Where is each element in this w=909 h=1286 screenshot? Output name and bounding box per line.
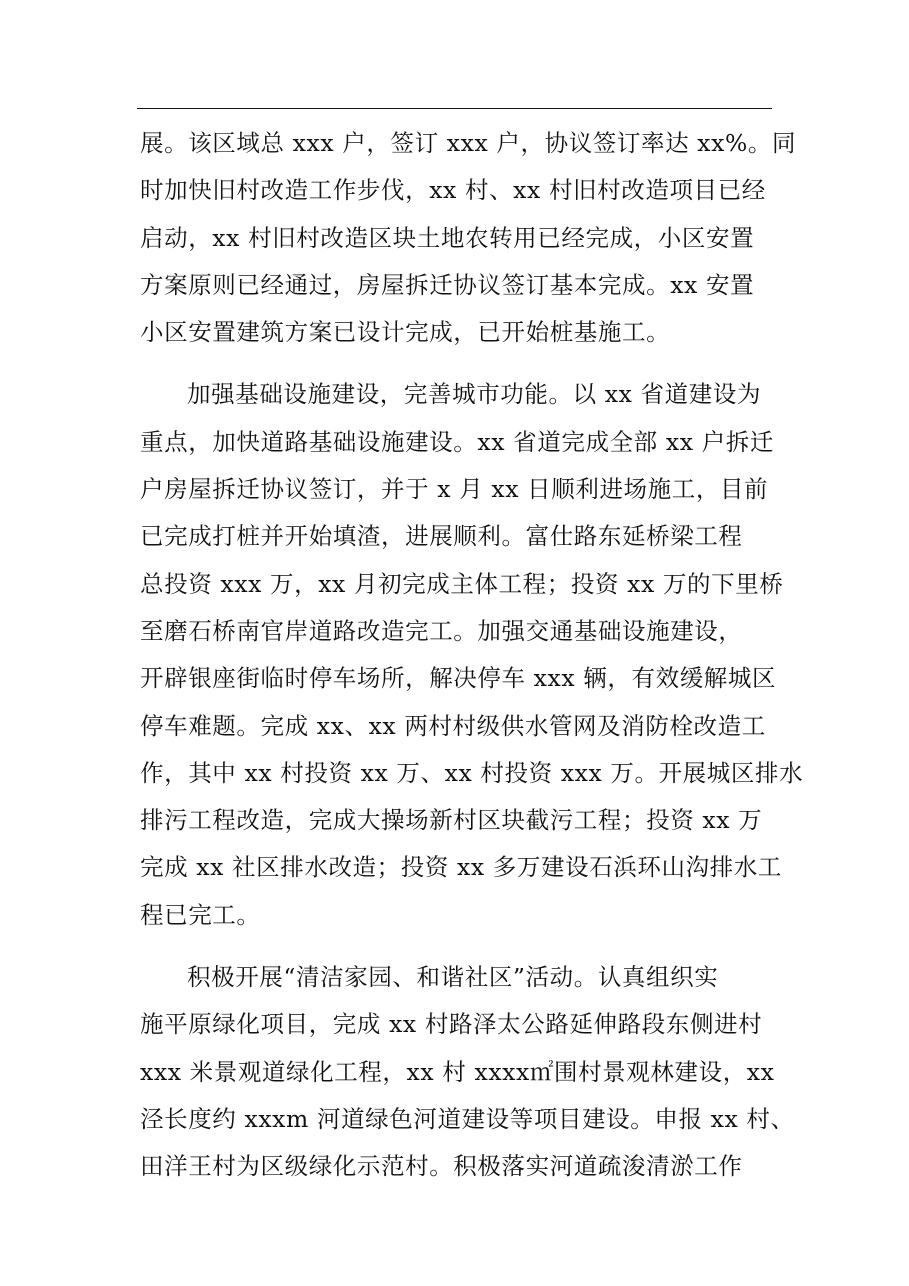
text-line: 田洋王村为区级绿化示范村。积极落实河道疏浚清淤工作: [140, 1152, 743, 1181]
text-line: 作，其中 xx 村投资 xx 万、xx 村投资 xxx 万。开展城区排水: [140, 758, 804, 787]
text-line: 完成 xx 社区排水改造；投资 xx 多万建设石浜环山沟排水工: [140, 853, 782, 882]
text-line: 展。该区域总 xxx 户，签订 xxx 户，协议签订率达 xx%。同: [140, 129, 797, 157]
text-line: 排污工程改造，完成大操场新村区块截污工程；投资 xx 万: [140, 806, 763, 835]
paragraph-3: [140, 954, 795, 1190]
text-line: 已完成打桩并开始填渣，进展顺利。富仕路东延桥梁工程: [140, 522, 743, 551]
paragraph-spacer: [140, 939, 780, 954]
paragraph-2: [140, 371, 804, 939]
text-line: 方案原则已经通过，房屋拆迁协议签订基本完成。xx 安置: [140, 270, 755, 299]
text-line: 程已完工。: [140, 900, 261, 929]
body-text: [140, 120, 804, 1191]
text-line: 小区安置建筑方案已设计完成，已开始桩基施工。: [140, 318, 671, 347]
paragraph-1: [140, 120, 797, 356]
text-line: xxx 米景观道绿化工程，xx 村 xxxx㎡围村景观林建设，xx: [140, 1057, 775, 1086]
text-line: 总投资 xxx 万，xx 月初完成主体工程；投资 xx 万的下里桥: [140, 569, 784, 598]
text-line: 启动，xx 村旧村改造区块土地农转用已经完成，小区安置: [140, 223, 755, 252]
text-line: 加强基础设施建设，完善城市功能。以 xx 省道建设为: [187, 380, 762, 409]
text-line: 停车难题。完成 xx、xx 两村村级供水管网及消防栓改造工: [140, 711, 766, 740]
text-line: 至磨石桥南官岸道路改造完工。加强交通基础设施建设，: [140, 616, 743, 645]
text-line: 户房屋拆迁协议签订，并于 x 月 xx 日顺利进场施工，目前: [140, 475, 769, 504]
text-line: 时加快旧村改造工作步伐，xx 村、xx 村旧村改造项目已经: [140, 176, 766, 205]
text-line: 积极开展“清洁家园、和谐社区”活动。认真组织实: [187, 963, 719, 992]
text-line: 开辟银座街临时停车场所，解决停车 xxx 辆，有效缓解城区: [140, 664, 777, 693]
paragraph-spacer: [140, 356, 780, 371]
header-rule: [137, 108, 772, 109]
text-line: 泾长度约 xxxm 河道绿色河道建设等项目建设。申报 xx 村、: [140, 1104, 795, 1133]
text-line: 重点，加快道路基础设施建设。xx 省道完成全部 xx 户拆迁: [140, 427, 774, 456]
text-line: 施平原绿化项目，完成 xx 村路泽太公路延伸路段东侧进村: [140, 1010, 763, 1039]
